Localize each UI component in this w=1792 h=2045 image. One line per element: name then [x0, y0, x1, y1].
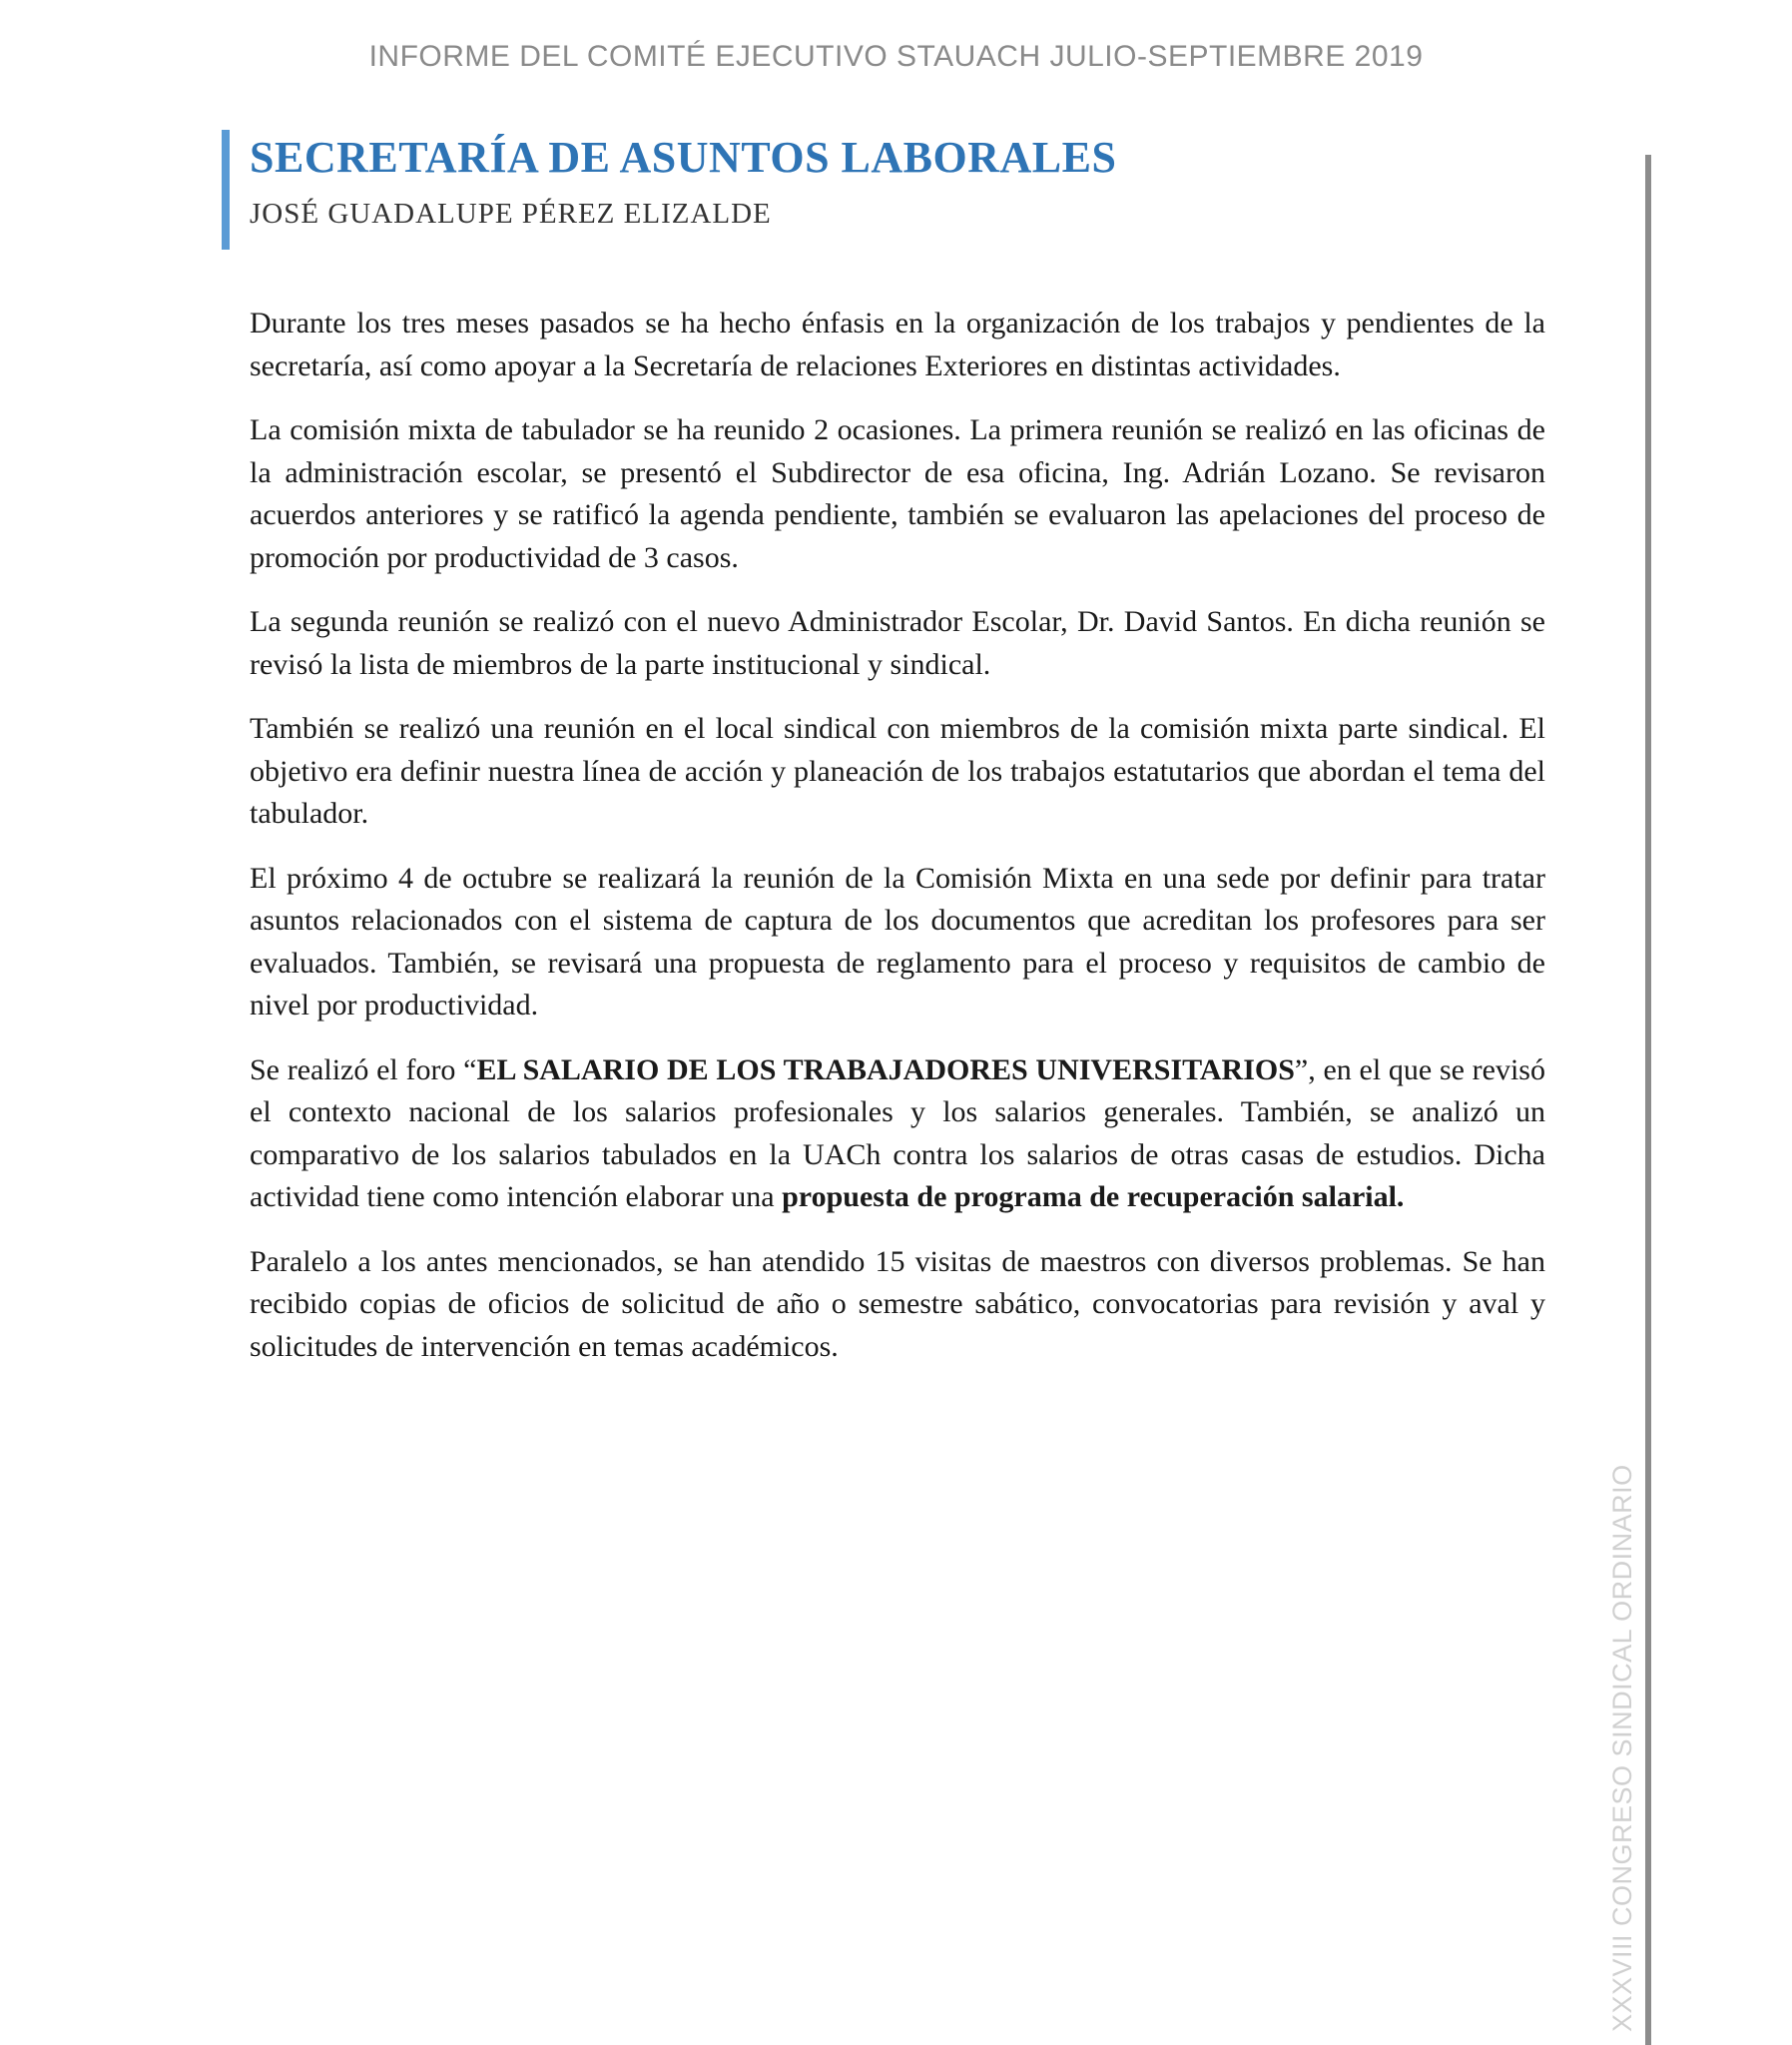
paragraph-1: Durante los tres meses pasados se ha hecho énfasis en la organización de los trabajos y pendientes de la secretaría, así como apoyar a la Secretaría de relaciones Exteriores en distintas actividades.: [250, 307, 1545, 382]
running-header: INFORME DEL COMITÉ EJECUTIVO STAUACH JULIO-SEPTIEMBRE 2019: [368, 40, 1424, 73]
right-margin-rule: [1645, 155, 1651, 2045]
paragraph-6-intro: Se realizó el foro “: [250, 1052, 477, 1086]
section-title: SECRETARÍA DE ASUNTOS LABORALES: [250, 133, 1117, 182]
section-subtitle: JOSÉ GUADALUPE PÉREZ ELIZALDE: [250, 198, 772, 230]
paragraph-6-body: ”, en el que se revisó el contexto nacional de los salarios profesionales y los salarios generales. También, se analizó un comparativo de los salarios tabulados en la UACh contra los salarios de otras casas de estudios. Dicha actividad tiene como intención elaborar una: [250, 1052, 1545, 1213]
paragraph-3: La segunda reunión se realizó con el nuevo Administrador Escolar, Dr. David Santos. En dicha reunión se revisó la lista de miembros de la parte institucional y sindical.: [250, 605, 1545, 681]
salary-proposal: propuesta de programa de recuperación salarial.: [782, 1180, 1405, 1213]
paragraph-5: El próximo 4 de octubre se realizará la reunión de la Comisión Mixta en una sede por definir para tratar asuntos relacionados con el sistema de captura de los documentos que acreditan los profesores para ser evaluados. También, se revisará una propuesta de reglamento para el proceso y requisitos de cambio de nivel por productividad.: [250, 861, 1545, 1022]
section-accent-bar: [222, 130, 230, 250]
paragraph-7: Paralelo a los antes mencionados, se han atendido 15 visitas de maestros con diversos problemas. Se han recibido copias de oficios de solicitud de año o semestre sabático, convocatorias para revisión y aval y solicitudes de intervención en temas académicos.: [250, 1244, 1545, 1363]
paragraph-6: [250, 1049, 1545, 1219]
forum-title: EL SALARIO DE LOS TRABAJADORES UNIVERSITARIOS: [476, 1052, 1295, 1086]
paragraph-4: También se realizó una reunión en el local sindical con miembros de la comisión mixta parte sindical. El objetivo era definir nuestra línea de acción y planeación de los trabajos estatutarios que abordan el tema del tabulador.: [250, 712, 1545, 830]
report-body: [250, 303, 1545, 1390]
paragraph-2: La comisión mixta de tabulador se ha reunido 2 ocasiones. La primera reunión se realizó en las oficinas de la administración escolar, se presentó el Subdirector de esa oficina, Ing. Adrián Lozano. Se revisaron acuerdos anteriores y se ratificó la agenda pendiente, también se evaluaron las apelaciones del proceso de promoción por productividad de 3 casos.: [250, 413, 1545, 574]
side-caption: XXXVIII CONGRESO SINDICAL ORDINARIO: [1607, 1464, 1637, 2032]
